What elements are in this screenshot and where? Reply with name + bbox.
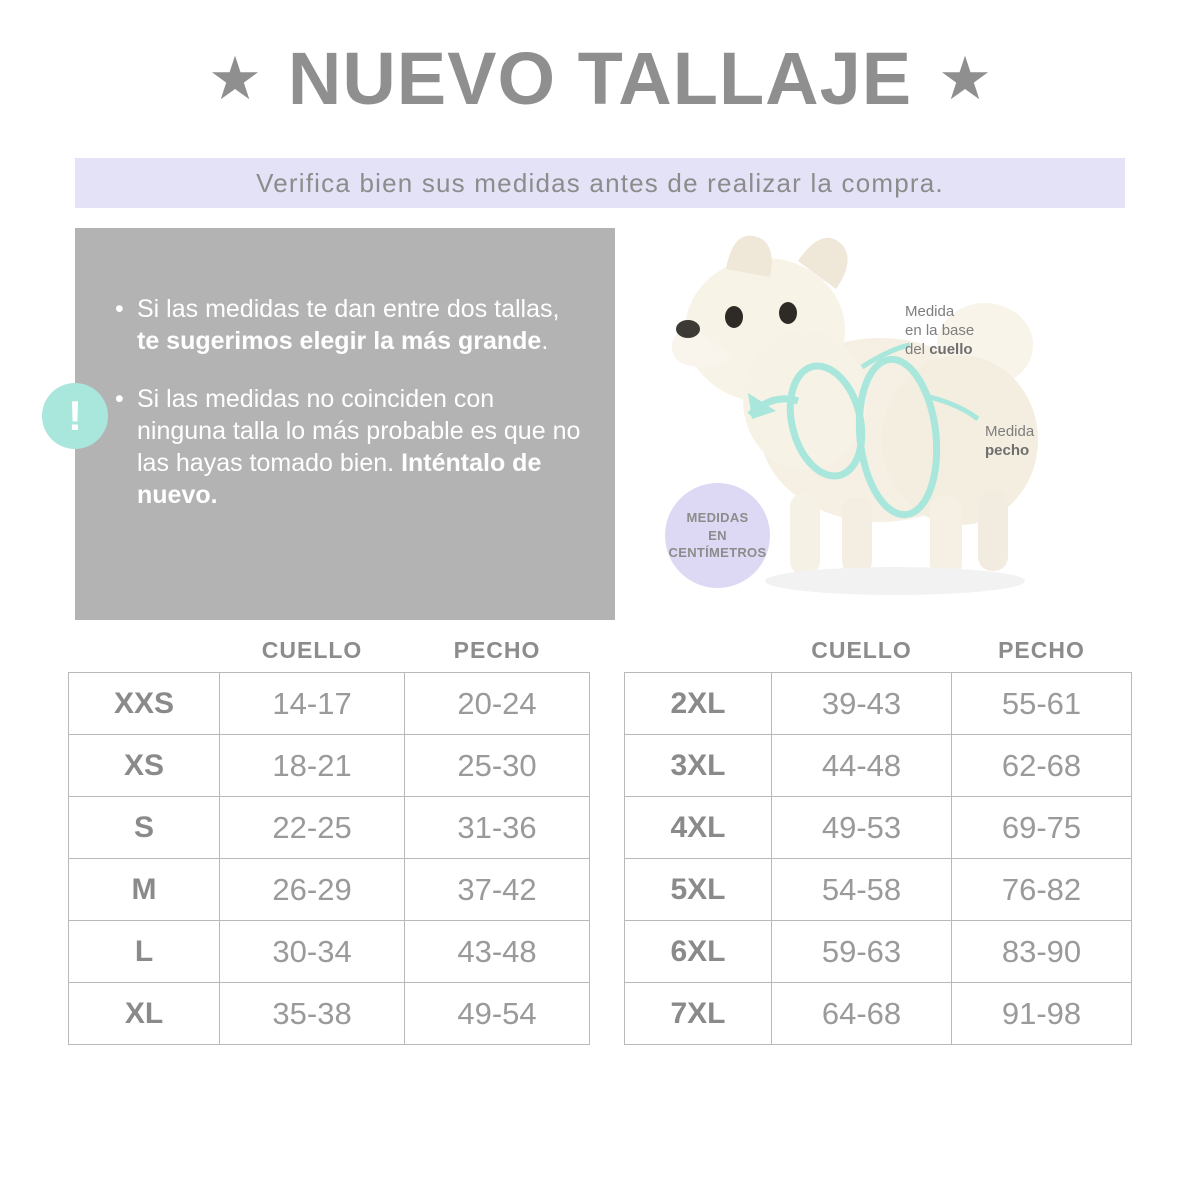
table-row [69,983,590,1045]
cell-neck: 14-17 [220,673,405,735]
chest-label-line1: Medida [985,423,1035,440]
neck-measure-label [905,303,1065,359]
header-neck: CUELLO [811,637,912,663]
neck-label-bold: cuello [929,340,973,358]
subtitle-text: Verifica bien sus medidas antes de realizar la compra. [256,167,944,198]
alert-icon [42,383,108,449]
size-table-right-grid [624,636,1132,1045]
neck-label-line2: en la base [905,321,975,339]
cell-chest: 31-36 [405,797,590,859]
cell-neck: 44-48 [772,735,952,797]
table-row [625,673,1132,735]
cell-size: XS [69,735,220,797]
cell-chest: 49-54 [405,983,590,1045]
cell-neck: 18-21 [220,735,405,797]
neck-label-line3 [905,341,1065,360]
cell-size: M [69,859,220,921]
cell-neck: 64-68 [772,983,952,1045]
page-title [0,37,1200,120]
cell-chest: 69-75 [952,797,1132,859]
units-badge [665,483,770,588]
cell-chest: 91-98 [952,983,1132,1045]
cell-neck: 59-63 [772,921,952,983]
header-neck: CUELLO [261,637,363,663]
cell-size: 6XL [625,921,772,983]
header-chest: PECHO [998,637,1085,663]
size-table-left-grid [68,636,590,1045]
cell-chest: 37-42 [405,859,590,921]
cell-neck: 39-43 [772,673,952,735]
star-icon-left: ★ [208,45,262,112]
chest-measure-label [985,423,1105,461]
cell-chest: 76-82 [952,859,1132,921]
table-row [625,797,1132,859]
cell-size: 5XL [625,859,772,921]
cell-size: XL [69,983,220,1045]
title-text: NUEVO TALLAJE [287,37,913,120]
alert-icon-glyph: ! [68,392,82,439]
note-1-tail: . [541,327,549,355]
cell-neck: 35-38 [220,983,405,1045]
note-item-2 [115,383,587,511]
table-row [625,921,1132,983]
cell-size: S [69,797,220,859]
table-row [625,735,1132,797]
cell-size: L [69,921,220,983]
header-size [625,636,772,673]
size-table-left [68,636,590,1045]
size-table-right [624,636,1132,1045]
cell-size: 3XL [625,735,772,797]
cell-chest: 20-24 [405,673,590,735]
notes-box [75,228,615,620]
star-icon-right: ★ [938,45,992,112]
cell-chest: 25-30 [405,735,590,797]
units-badge-line3: CENTÍMETROS [668,545,767,561]
table-row [69,735,590,797]
neck-label-line1: Medida [905,303,955,320]
table-row [69,859,590,921]
dog-illustration [630,225,1130,625]
subtitle-banner [75,158,1125,208]
cell-chest: 83-90 [952,921,1132,983]
table-row [625,983,1132,1045]
table-row [69,673,590,735]
note-2-bold: Inténtalo de nuevo. [137,449,542,509]
chest-label-bold: pecho [985,441,1030,459]
note-1-lead: Si las medidas te dan entre dos tallas, [137,295,560,323]
note-2-lead: Si las medidas no coinciden con ninguna talla lo más probable es que no las hayas tomado bien. [137,385,581,477]
cell-size: XXS [69,673,220,735]
note-item-1 [115,293,587,357]
header-size [69,636,220,673]
table-row [69,797,590,859]
header-chest: PECHO [453,637,541,663]
cell-size: 7XL [625,983,772,1045]
units-badge-line1: MEDIDAS [686,510,749,526]
note-1-bold: te sugerimos elegir la más grande [137,327,542,355]
cell-neck: 22-25 [220,797,405,859]
table-row [69,921,590,983]
cell-chest: 55-61 [952,673,1132,735]
chest-label-line2 [985,442,1105,461]
cell-neck: 54-58 [772,859,952,921]
cell-chest: 62-68 [952,735,1132,797]
cell-neck: 26-29 [220,859,405,921]
table-header-row [69,636,590,673]
neck-label-prefix: del [905,340,930,358]
cell-chest: 43-48 [405,921,590,983]
table-row [625,859,1132,921]
units-badge-line2: EN [708,527,727,543]
cell-neck: 30-34 [220,921,405,983]
table-header-row [625,636,1132,673]
cell-size: 2XL [625,673,772,735]
cell-size: 4XL [625,797,772,859]
cell-neck: 49-53 [772,797,952,859]
